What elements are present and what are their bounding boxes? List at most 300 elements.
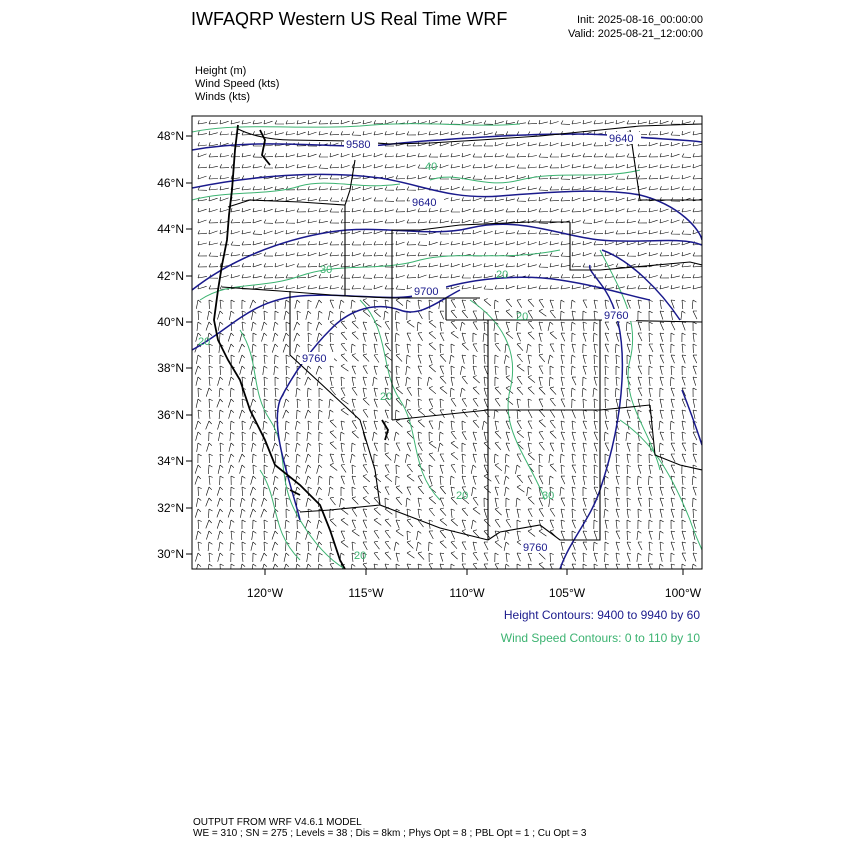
wind-barb [429,508,435,516]
wind-barb [228,509,234,518]
wind-barb [195,553,201,562]
wind-barb [218,553,223,562]
wind-barb [406,498,410,507]
wind-barb [296,388,301,397]
wind-barb [605,520,609,529]
wind-barb [528,529,535,536]
wind-barb [242,219,251,223]
wind-barb [275,274,284,278]
wind-barb [572,252,581,256]
wind-barb [605,542,609,551]
wind-barb [682,285,691,289]
wind-barb [638,322,642,331]
wind-barb [660,377,664,386]
wind-barb [561,186,570,190]
wind-barb [660,355,664,363]
wind-barb [484,542,488,550]
wind-barb [284,553,289,562]
wind-barb [671,443,675,451]
wind-barb [528,564,532,573]
wind-barb [528,241,537,245]
wind-barb [228,399,234,408]
wind-barb [196,432,201,441]
wind-barb [681,311,685,320]
wind-barb [638,285,647,289]
speed-label: 20 [354,550,367,562]
wind-barb [440,121,449,125]
wind-barb [504,476,509,485]
wind-barb [528,164,537,168]
wind-barb [418,219,427,223]
wind-barb [682,542,686,551]
wind-barb [429,355,433,363]
wind-barb [209,432,213,441]
wind-barb [627,509,631,518]
wind-barb [220,208,229,212]
wind-barb [473,507,480,514]
wind-barb [682,553,686,561]
wind-barb [374,475,381,482]
wind-barb [429,531,433,539]
wind-barb [242,399,246,408]
wind-barb [605,154,614,158]
wind-barb [462,153,471,157]
wind-barb [572,241,581,245]
wind-barb [550,241,559,245]
wind-barb [660,553,664,562]
wind-barb [539,197,548,201]
wind-barb [275,230,284,234]
wind-barb [198,241,207,245]
speed-label: 30 [320,264,333,276]
wind-barb [319,120,328,124]
wind-barb [671,142,680,146]
wind-barb [330,497,336,505]
wind-barb [341,408,348,415]
wind-barb [484,197,493,201]
wind-barb [429,441,436,448]
wind-barb [572,553,576,561]
wind-barb [429,386,436,393]
latitude-label: 48°N [157,129,184,143]
wind-barb [363,208,372,212]
wind-barb [429,252,438,256]
wind-barb [308,421,312,430]
wind-barb [429,476,433,485]
wind-barb [263,487,267,496]
wind-barb [219,542,224,551]
wind-barb [440,410,445,418]
wind-barb [207,443,212,452]
wind-barb [352,197,361,201]
wind-barb [649,476,653,485]
wind-barb [660,333,664,342]
wind-barb [264,253,273,257]
wind-barb [484,186,493,190]
wind-barb [484,519,490,527]
wind-barb [297,498,301,507]
wind-barb [275,454,279,463]
wind-barb [517,475,523,483]
wind-barb [273,322,278,331]
height-label: 9580 [346,139,371,151]
wind-barb [693,252,702,256]
wind-barb [539,420,546,428]
wind-barb [572,454,576,463]
wind-barb [396,175,405,179]
wind-barb [528,186,537,190]
wind-barb [198,285,207,289]
wind-barb [385,198,394,202]
wind-barb [363,366,368,374]
wind-barb [594,197,603,201]
wind-barb [583,410,587,419]
wind-barb [429,131,438,135]
wind-barb [395,454,400,463]
wind-barb [572,410,576,418]
wind-barb [638,498,642,506]
wind-barb [451,344,455,353]
wind-barb [517,454,521,462]
wind-barb [407,564,411,572]
wind-barb [517,410,521,419]
wind-barb [308,186,317,190]
wind-barb [198,520,202,529]
wind-barb [572,153,581,157]
wind-barb [341,454,345,463]
wind-barb [440,153,449,157]
wind-barb [550,208,559,212]
wind-barb [550,553,554,562]
wind-barb [594,520,598,529]
wind-barb [594,153,603,157]
wind-barb [308,219,317,223]
wind-barb [198,388,202,397]
wind-barb [340,498,345,507]
wind-barb [242,208,251,212]
wind-barb [605,219,614,223]
wind-barb [539,264,548,268]
wind-barb [451,121,460,125]
wind-barb [319,197,328,201]
wind-barb [539,476,543,484]
wind-barb [495,197,504,201]
wind-barb [231,531,235,540]
wind-barb [517,343,523,351]
wind-barb [374,197,383,201]
wind-barb [638,311,642,320]
wind-barb [220,120,229,124]
wind-barb [473,208,482,212]
wind-barb [561,241,570,245]
wind-barb [264,153,273,157]
wind-barb [682,454,686,462]
wind-barb [253,465,257,474]
wind-barb [616,454,620,463]
wind-barb [670,377,674,386]
wind-barb [550,120,559,124]
wind-barb [462,241,471,245]
wind-barb [275,131,284,135]
wind-barb [352,387,357,395]
wind-barb [341,332,347,340]
wind-barb [693,285,702,289]
wind-barb [462,300,466,309]
wind-barb [295,344,300,353]
wind-barb [395,333,399,342]
wind-barb [407,153,416,157]
wind-barb [660,498,664,507]
wind-barb [385,275,394,279]
wind-barb [251,498,256,507]
wind-barb [439,421,443,430]
wind-barb [230,520,235,529]
wind-barb [462,186,471,190]
wind-barb [583,498,587,507]
wind-barb [264,164,273,168]
wind-barb [649,175,658,179]
wind-barb [209,230,218,234]
wind-barb [693,465,697,474]
wind-barb [682,410,686,419]
wind-barb [319,175,328,179]
wind-barb [627,253,636,257]
wind-barb [517,285,526,289]
wind-barb [418,252,427,256]
wind-barb [495,421,499,430]
wind-barb [396,520,400,528]
wind-barb [286,509,290,518]
wind-barb [406,399,411,408]
wind-barb [440,508,446,516]
wind-barb [649,366,653,375]
wind-barb [341,540,348,547]
wind-barb [539,387,545,395]
wind-barb [638,355,642,364]
wind-barb [418,311,422,319]
wind-barb [517,364,524,371]
wind-barb [306,454,311,463]
wind-barb [572,465,576,473]
wind-barb [682,344,686,353]
wind-barb [286,164,295,168]
wind-barb [440,498,444,506]
wind-barb [693,219,702,223]
wind-barb [682,164,691,168]
wind-barb [229,454,234,463]
wind-barb [198,175,207,179]
wind-barb [374,274,383,278]
wind-barb [352,431,359,439]
wind-barb [352,285,361,289]
wind-barb [220,454,224,463]
wind-barb [482,421,487,430]
wind-barb [209,509,213,518]
wind-barb [429,320,436,327]
wind-barb [594,476,598,485]
wind-barb [649,252,658,256]
wind-barb [396,298,403,305]
wind-barb [451,541,457,549]
wind-barb [242,443,246,452]
wind-barb [462,508,468,516]
wind-barb [539,230,548,234]
wind-barb [405,454,410,463]
wind-barb [218,465,223,474]
wind-barb [242,153,251,157]
wind-barb [550,285,559,289]
wind-barb [198,120,207,124]
wind-barb [550,464,556,472]
wind-barb [671,355,675,363]
wind-barb [240,564,245,573]
wind-barb [196,399,201,408]
wind-barb [385,377,389,386]
wind-barb [264,220,273,224]
wind-barb [594,175,603,179]
wind-barb [286,366,290,375]
wind-barb [306,311,311,320]
wind-barb [220,186,229,190]
wind-barb [264,465,268,474]
wind-barb [638,377,642,386]
wind-barb [229,465,234,474]
wind-barb [440,186,449,190]
wind-barb [283,410,289,418]
wind-barb [429,365,436,373]
wind-barb [295,443,300,452]
wind-barb [217,509,223,517]
wind-barb [316,322,322,331]
wind-barb [462,219,471,223]
wind-barb [352,219,361,223]
wind-barb [407,263,416,267]
wind-barb [209,131,218,135]
wind-barb [374,541,380,549]
wind-barb [505,487,510,496]
wind-barb [297,285,306,289]
wind-barb [561,454,565,463]
wind-barb [550,186,559,190]
wind-barb [660,410,664,419]
wind-barb [539,142,548,146]
wind-barb [615,388,619,397]
wind-barb [396,553,400,562]
wind-barb [517,120,526,124]
wind-barb [308,322,312,331]
wind-barb [550,263,559,267]
wind-barb [572,120,581,124]
wind-barb [308,230,317,234]
wind-barb [308,542,312,551]
wind-barb [385,333,389,342]
wind-barb [627,219,636,223]
wind-barb [506,154,515,158]
wind-barb [616,531,620,539]
wind-barb [209,553,213,562]
wind-barb [242,542,246,551]
wind-barb [242,263,251,267]
wind-barb [209,410,213,419]
wind-barb [495,431,501,439]
wind-barb [627,520,631,529]
wind-barb [682,322,686,330]
wind-barb [627,154,636,158]
wind-barb [352,366,356,374]
wind-barb [484,465,488,473]
wind-barb [264,520,268,529]
wind-barb [286,498,290,507]
wind-barb [693,274,702,278]
wind-barb [231,219,240,223]
wind-barb [671,333,675,342]
wind-barb [671,164,680,168]
wind-barb [341,164,350,168]
wind-barb [627,443,631,452]
wind-barb [352,497,358,505]
wind-barb [583,164,592,168]
wind-barb [319,165,328,169]
wind-barb [197,322,201,331]
wind-barb [451,441,458,448]
wind-barb [286,274,295,278]
wind-barb [627,120,636,124]
wind-barb [682,531,686,540]
wind-barb [286,153,295,157]
wind-barb [495,487,499,496]
wind-barb [317,465,322,474]
wind-barb [297,219,306,223]
wind-barb [374,230,383,234]
wind-barb [539,465,543,474]
wind-barb [264,355,268,364]
wind-barb [396,274,405,278]
wind-barb [341,321,347,329]
wind-barb [572,399,576,408]
wind-barb [550,509,555,517]
wind-barb [451,164,460,168]
wind-barb [693,186,702,190]
wind-barb [627,300,631,308]
wind-barb [297,131,306,135]
wind-barb [484,388,488,397]
wind-barb [550,443,554,451]
wind-barb [671,454,675,462]
wind-barb [484,486,491,494]
wind-barb [627,553,631,562]
wind-barb [395,410,399,419]
wind-barb [506,310,513,318]
wind-barb [539,154,548,158]
wind-barb [330,431,336,439]
wind-barb [528,285,537,289]
wind-barb [329,487,334,496]
wind-barb [286,531,290,540]
wind-barb [384,311,389,320]
wind-barb [429,263,438,267]
wind-barb [231,252,240,256]
wind-barb [396,354,402,362]
wind-barb [429,542,433,551]
wind-barb [396,377,400,386]
wind-barb [385,153,394,157]
wind-barb [550,142,559,146]
wind-barb [451,310,457,318]
wind-barb [517,333,521,341]
wind-barb [583,487,587,496]
wind-barb [350,454,355,463]
field-label-winds: Winds (kts) [195,91,250,103]
